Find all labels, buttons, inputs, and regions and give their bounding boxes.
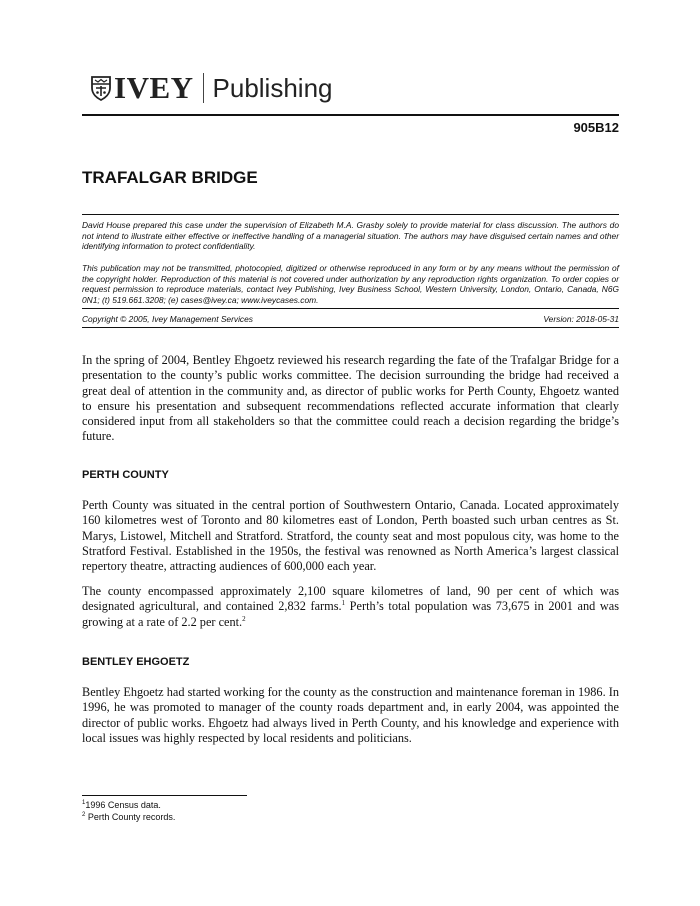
footnote-1-text: 1996 Census data.: [85, 800, 161, 810]
case-title: TRAFALGAR BRIDGE: [82, 168, 258, 187]
bentley-ehgoetz-heading: BENTLEY EHGOETZ: [82, 656, 190, 668]
logo-brand-text: IVEY: [114, 70, 194, 105]
shield-crest-icon: [90, 75, 112, 101]
perth-paragraph-2-text-a: The county encompassed approximately 2,100 square kilometres of land, 90 per cent of which was designated agricultural, and contained 2,832 farms.: [82, 584, 619, 614]
disclaimer-top-rule: [82, 214, 619, 215]
footnote-1: [82, 800, 161, 810]
footnote-ref-1: 1: [341, 599, 346, 608]
version-line: Version: 2018-05-31: [543, 314, 619, 324]
permissions-notice: This publication may not be transmitted, photocopied, digitized or otherwise reproduced in any form or by any means without the permission of the copyright holder. Reproduction of this material is not covered under authorization by any reproduction rights organization. To order copies or request permission to reproduce materials, contact Ivey Publishing, Ivey Business School, Western University, London, Ontario, Canada, N6G 0N1; (t) 519.661.3208; (e) cases@ivey.ca; www.iveycases.com.: [82, 263, 619, 305]
perth-paragraph-2: [82, 584, 619, 630]
perth-paragraph-1: Perth County was situated in the central portion of Southwestern Ontario, Canada. Located approximately 160 kilometres west of Toronto and 80 kilometres east of London, Perth boasted such urban centres as St. Marys, Listowel, Mitchell and Stratford. Stratford, the county seat and most populous city, was home to the Stratford Festival. Established in the 1950s, the festival was renowned as North America’s largest classical repertory theatre, attracting audiences of 600,000 each year.: [82, 498, 619, 574]
disclaimer-bottom-rule: [82, 327, 619, 328]
bentley-paragraph-1: Bentley Ehgoetz had started working for the county as the construction and maintenance foreman in 1986. In 1996, he was promoted to manager of the county roads department and, in early 2004, was appointed the director of public works. Ehgoetz had always lived in Perth County, and his knowledge and experience with local issues was highly respected by local residents and politicians.: [82, 685, 619, 745]
copyright-line: Copyright © 2005, Ivey Management Services: [82, 314, 253, 324]
perth-county-heading: PERTH COUNTY: [82, 469, 169, 481]
footnote-ref-2: 2: [242, 614, 246, 623]
ivey-publishing-logo: [90, 68, 333, 108]
footnote-1-number: 1: [82, 800, 86, 806]
logo-divider: [203, 73, 204, 103]
footnote-2: [82, 812, 175, 822]
header-rule: [82, 114, 619, 116]
authorship-disclaimer: David House prepared this case under the supervision of Elizabeth M.A. Grasby solely to provide material for class discussion. The authors do not intend to illustrate either effective or ineffective handling of a managerial situation. The authors may have disguised certain names and other identifying information to protect confidentiality.: [82, 220, 619, 251]
logo-publisher-text: Publishing: [212, 72, 333, 103]
footnote-rule: [82, 795, 247, 796]
case-number: 905B12: [573, 120, 619, 135]
disclaimer-middle-rule: [82, 308, 619, 309]
perth-paragraph-2-text-b: Perth’s total population was 73,675 in 2001 and was growing at a rate of 2.2 per cent.: [82, 599, 619, 629]
footnote-2-number: 2: [82, 812, 86, 818]
intro-paragraph: In the spring of 2004, Bentley Ehgoetz reviewed his research regarding the fate of the Trafalgar Bridge for a presentation to the county’s public works committee. The decision surrounding the bridge had received a great deal of attention in the community and, as director of public works for Perth County, Ehgoetz wanted to ensure his presentation and subsequent recommendations reflected accurate information that clearly considered input from all stakeholders so that the committee could reach a decision regarding the bridge’s future.: [82, 353, 619, 444]
footnote-2-text: Perth County records.: [85, 812, 176, 822]
